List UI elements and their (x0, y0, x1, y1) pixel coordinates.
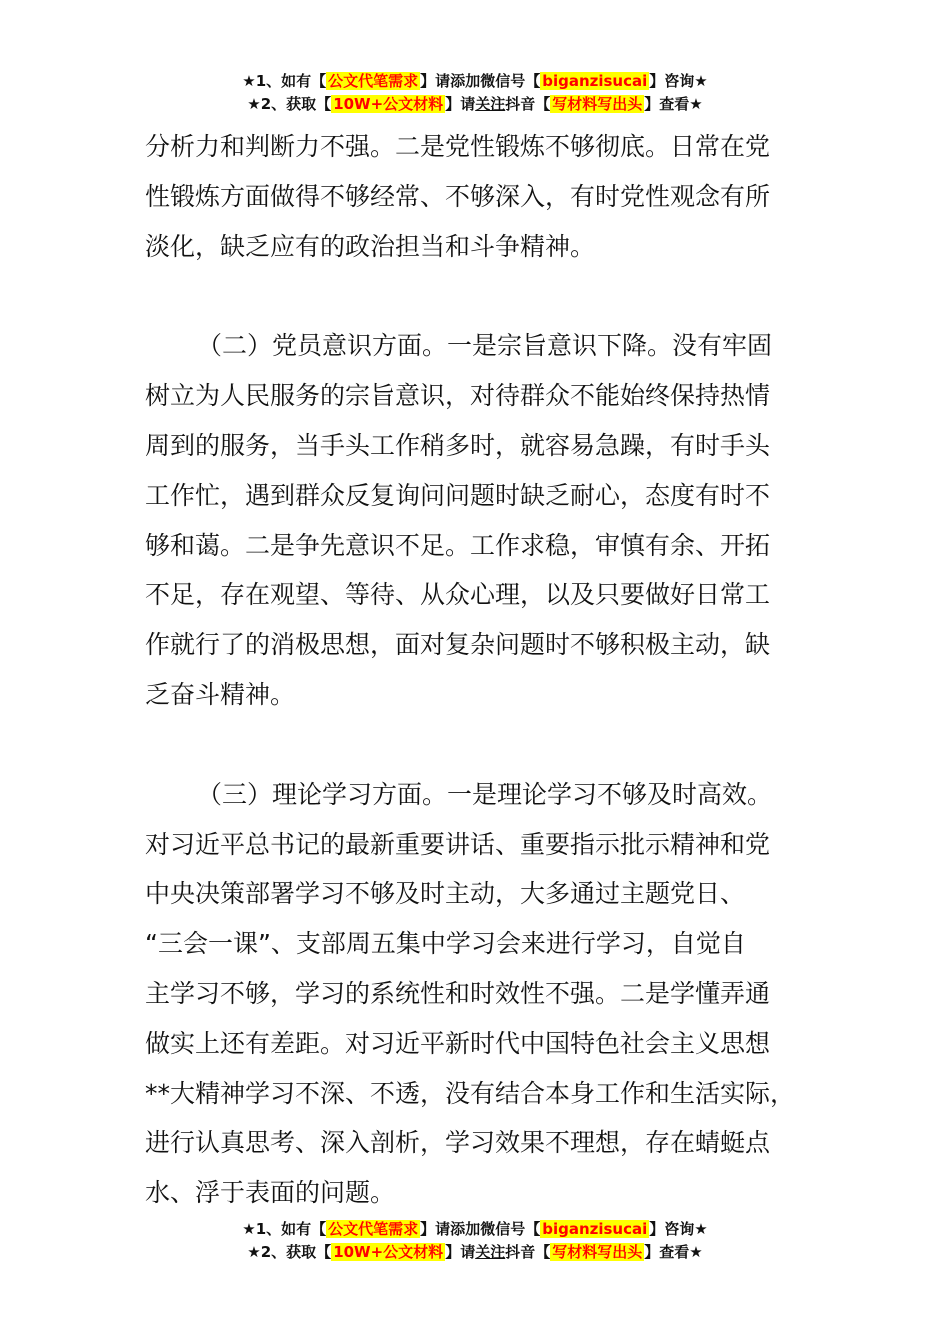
highlight-douyin: 写材料写出头 (552, 1243, 643, 1261)
text-line: 分析力和判断力不强。二是党性锻炼不够彻底。日常在党 (145, 132, 771, 161)
text-line: 周到的服务，当手头工作稍多时，就容易急躁，有时手头 (145, 430, 771, 460)
banner-text: 微信号【 (480, 1220, 541, 1238)
banner-text: 】咨询★ (649, 1220, 708, 1238)
banner-text: 抖音【 (505, 1243, 551, 1261)
highlight-materials: 10W+公文材料 (333, 95, 444, 113)
header-banner (0, 70, 950, 116)
banner-text: 关注 (475, 95, 506, 113)
banner-line-1 (0, 70, 950, 93)
text-line: 淡化，缺乏应有的政治担当和斗争精神。 (145, 231, 596, 261)
text-line: 主学习不够，学习的系统性和时效性不强。二是学懂弄通 (145, 978, 771, 1008)
text-line: 水、浮于表面的问题。 (145, 1178, 396, 1208)
text-line: （二）党员意识方面。一是宗旨意识下降。没有牢固 (197, 331, 773, 361)
text-line: **大精神学习不深、不透，没有结合本身工作和生活实际， (145, 1078, 796, 1108)
banner-text: ★1、如有【 (242, 1220, 327, 1238)
highlight-materials: 10W+公文材料 (333, 1243, 444, 1261)
banner-line-2 (0, 93, 950, 116)
text-line: 中央决策部署学习不够及时主动，大多通过主题党日、 (145, 879, 746, 909)
text-line: 够和蔼。二是争先意识不足。工作求稳，审慎有余、开拓 (145, 530, 771, 560)
banner-text: 微信号【 (480, 72, 541, 90)
banner-text: ★2、获取【 (247, 95, 332, 113)
banner-text: 加 (465, 1220, 481, 1238)
text-line: 对习近平总书记的最新重要讲话、重要指示批示精神和党 (145, 829, 771, 859)
footer-banner (0, 1218, 950, 1264)
text-line: 作就行了的消极思想，面对复杂问题时不够积极主动，缺 (145, 630, 771, 660)
highlight-douyin: 写材料写出头 (552, 95, 643, 113)
banner-line-1 (0, 1218, 950, 1241)
text-line: 树立为人民服务的宗旨意识，对待群众不能始终保持热情 (145, 381, 771, 411)
banner-text: 】查看★ (644, 1243, 703, 1261)
banner-text: 加 (465, 72, 481, 90)
paragraph-3 (145, 770, 825, 1218)
highlight-service: 公文代笔需求 (328, 72, 419, 90)
highlight-wechat-id: biganzisucai (542, 1220, 648, 1238)
banner-text: 关注 (475, 1243, 506, 1261)
banner-text: 】咨询★ (649, 72, 708, 90)
banner-text: 】请 (445, 95, 476, 113)
banner-text: 】请添 (420, 72, 466, 90)
text-line: 不足，存在观望、等待、从众心理，以及只要做好日常工 (145, 580, 771, 610)
text-line: 做实上还有差距。对习近平新时代中国特色社会主义思想 (145, 1028, 771, 1058)
document-body (145, 122, 825, 1218)
banner-text: 】请 (445, 1243, 476, 1261)
text-line: “三会一课”、支部周五集中学习会来进行学习，自觉自 (145, 929, 746, 959)
text-line: 乏奋斗精神。 (145, 679, 296, 709)
highlight-service: 公文代笔需求 (328, 1220, 419, 1238)
banner-text: 抖音【 (505, 95, 551, 113)
paragraph-1 (145, 122, 825, 271)
highlight-wechat-id: biganzisucai (542, 72, 648, 90)
text-line: 性锻炼方面做得不够经常、不够深入，有时党性观念有所 (145, 181, 771, 211)
banner-text: 】请添 (420, 1220, 466, 1238)
banner-text: ★1、如有【 (242, 72, 327, 90)
text-line: 工作忙，遇到群众反复询问问题时缺乏耐心，态度有时不 (145, 480, 771, 510)
paragraph-2 (145, 321, 825, 719)
banner-line-2 (0, 1241, 950, 1264)
text-line: （三）理论学习方面。一是理论学习不够及时高效。 (197, 779, 773, 809)
banner-text: ★2、获取【 (247, 1243, 332, 1261)
text-line: 进行认真思考、深入剖析，学习效果不理想，存在蜻蜓点 (145, 1128, 771, 1158)
banner-text: 】查看★ (644, 95, 703, 113)
